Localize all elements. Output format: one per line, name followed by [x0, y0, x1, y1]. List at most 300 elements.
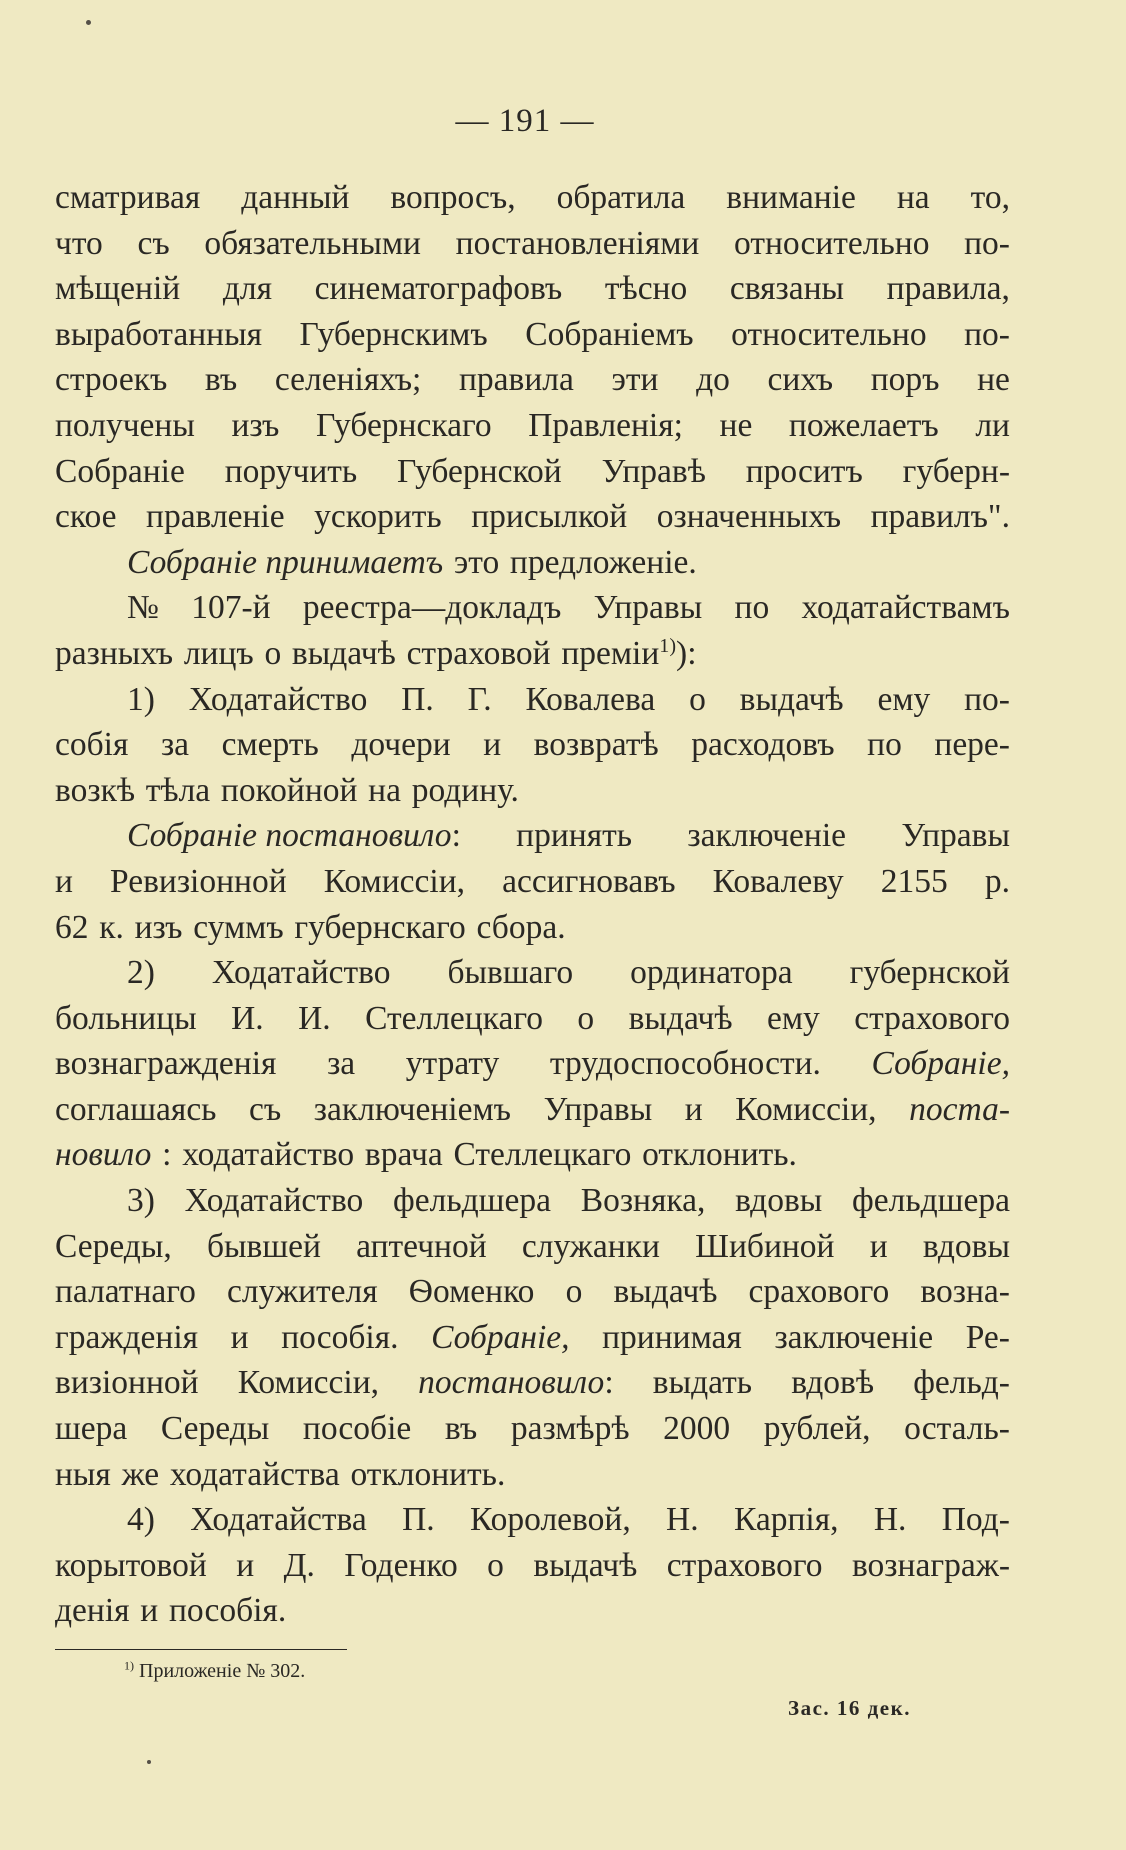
word	[55, 859, 73, 905]
word	[774, 1315, 933, 1361]
word-text: палатнаго	[55, 1273, 196, 1311]
word	[184, 631, 254, 677]
word-text: Возняка,	[580, 1182, 706, 1220]
word-text: служителя	[227, 1273, 378, 1311]
word-text: на	[896, 179, 930, 216]
word-text: о	[689, 680, 706, 718]
word	[685, 1087, 703, 1133]
word-text: корытовой	[55, 1546, 207, 1584]
word-text: вдовы	[735, 1182, 823, 1220]
word	[205, 357, 237, 403]
word	[867, 722, 902, 768]
word	[55, 1588, 130, 1634]
word	[303, 585, 561, 631]
word	[189, 677, 368, 723]
word-text: ходатайство	[182, 1136, 355, 1174]
word-text: возвратѣ	[533, 726, 659, 764]
word-text: покойной	[220, 771, 358, 809]
word-text: ординатора	[630, 954, 793, 992]
word	[630, 950, 793, 996]
word	[696, 357, 730, 403]
footnote-text: Приложеніе № 302.	[139, 1660, 306, 1682]
word-text: рублей,	[763, 1410, 871, 1448]
word-text: Годенко	[344, 1546, 458, 1584]
word	[55, 494, 116, 540]
word	[193, 905, 283, 951]
word	[316, 403, 492, 449]
word-text: гражденія	[55, 1318, 199, 1356]
word-text: аптечной	[356, 1227, 487, 1265]
word-text: П.	[401, 680, 434, 718]
word-text: 1)	[127, 680, 155, 718]
word-text: относительно	[731, 315, 927, 353]
word-text: заключеніе	[774, 1318, 934, 1356]
word-text: Стеллецкаго	[365, 999, 543, 1037]
word-text: П.	[402, 1501, 435, 1539]
word	[666, 1497, 699, 1543]
word-text: возна-	[920, 1273, 1010, 1311]
word-text: расходовъ	[691, 726, 835, 764]
word-text: о	[577, 999, 595, 1037]
word-text: на	[368, 771, 401, 809]
word-text: и	[483, 726, 502, 764]
word	[802, 585, 1010, 631]
word	[324, 859, 465, 905]
word	[468, 677, 492, 723]
word	[344, 1543, 457, 1589]
word-text: Ходатайства	[190, 1501, 367, 1539]
word	[127, 1178, 155, 1224]
word-text: врача	[364, 1136, 443, 1174]
word-text: сбора.	[476, 908, 566, 946]
word	[55, 1406, 127, 1452]
text-line	[55, 722, 1010, 768]
word	[445, 1406, 477, 1452]
word	[453, 1132, 631, 1178]
word-text: Ѳоменко	[408, 1273, 535, 1311]
word	[190, 1497, 367, 1543]
word	[611, 357, 658, 403]
word-text: по-	[964, 315, 1010, 353]
word	[695, 1224, 834, 1270]
word-text: осталь-	[904, 1410, 1010, 1448]
word	[487, 1543, 504, 1589]
word	[964, 677, 1010, 723]
word-text: синематографовъ	[314, 270, 563, 308]
word-text: о	[487, 1546, 504, 1584]
text-line	[55, 1224, 1010, 1270]
word-text: служанки	[521, 1227, 660, 1265]
word	[135, 905, 183, 951]
word-text: правила	[458, 361, 574, 399]
word	[222, 722, 319, 768]
word	[351, 1452, 506, 1498]
word	[735, 1087, 876, 1133]
word	[689, 677, 706, 723]
word	[985, 859, 1010, 905]
word-text: Середы,	[55, 1227, 172, 1265]
word-text: шера	[55, 1410, 128, 1448]
word-text: выдачѣ	[291, 634, 396, 672]
word-text: то,	[970, 179, 1010, 216]
word	[525, 677, 655, 723]
word	[207, 1224, 321, 1270]
word	[687, 813, 846, 859]
word-text: Н.	[873, 1501, 907, 1539]
word-text: вопросъ,	[390, 179, 516, 216]
word	[789, 403, 939, 449]
word-text: принимая	[602, 1318, 742, 1356]
text-line	[55, 1360, 1010, 1406]
word	[872, 1041, 1010, 1087]
word-text: по-	[964, 680, 1010, 718]
word	[55, 403, 195, 449]
word	[127, 1497, 155, 1543]
word-text: пожелаетъ	[788, 406, 939, 444]
word	[225, 449, 357, 495]
word	[146, 494, 285, 540]
word-text: Управы	[543, 1090, 653, 1128]
text-line	[55, 677, 1010, 723]
footnote-divider	[55, 1649, 347, 1650]
text-line	[55, 266, 1010, 312]
word	[533, 1543, 637, 1589]
word	[55, 357, 167, 403]
word-text: по-	[964, 224, 1010, 262]
word-text: ныя	[55, 1455, 111, 1493]
word-text: Стеллецкаго	[453, 1136, 632, 1174]
word-text: означенныхъ	[656, 498, 842, 536]
word	[577, 996, 594, 1042]
word-text: к.	[99, 908, 124, 946]
text-line	[55, 813, 1010, 859]
word	[314, 1087, 511, 1133]
word-text: 2)	[127, 954, 155, 992]
word-text: съ	[137, 224, 170, 262]
word-text: вдовѣ	[791, 1364, 875, 1402]
text-line	[55, 996, 1010, 1042]
word	[791, 1360, 874, 1406]
word	[55, 1224, 172, 1270]
word	[964, 312, 1010, 358]
word-text: фельдшера	[852, 1182, 1010, 1220]
word-text: возкѣ	[55, 771, 136, 809]
word	[137, 221, 169, 267]
word	[854, 996, 1010, 1042]
word-text: фельд-	[913, 1364, 1010, 1402]
word	[303, 1406, 411, 1452]
word	[315, 266, 563, 312]
word-text: тѣла	[145, 771, 211, 809]
text-line	[55, 1041, 1010, 1087]
word	[740, 677, 844, 723]
word-text: Ходатайство	[211, 954, 391, 992]
word-text: обратила	[556, 179, 686, 216]
word	[140, 1588, 158, 1634]
text-line	[55, 540, 1010, 586]
word	[397, 449, 562, 495]
word-text: о	[565, 1273, 583, 1311]
word	[511, 1406, 630, 1452]
word	[483, 722, 501, 768]
word-text: Ходатайство	[188, 680, 368, 718]
word-text: съ	[249, 1090, 282, 1128]
word	[909, 1087, 1010, 1133]
word	[691, 722, 834, 768]
word-text: данный	[241, 179, 350, 216]
word	[238, 1360, 379, 1406]
word	[393, 1178, 551, 1224]
word	[471, 494, 627, 540]
word-text: за	[160, 726, 190, 764]
word-text: 107-й	[191, 589, 271, 627]
word-text: визіонной	[55, 1364, 199, 1402]
word-text: утрату	[405, 1045, 500, 1083]
word-text: изъ	[231, 406, 280, 444]
word-text: постановленіями	[455, 224, 700, 262]
word	[365, 996, 543, 1042]
word-text: смерть	[221, 726, 319, 764]
word	[327, 1041, 355, 1087]
word	[55, 1360, 199, 1406]
footnote-marker: 1)	[124, 1658, 134, 1673]
word	[365, 1132, 443, 1178]
word-text: что	[55, 224, 103, 262]
word-text: обязательными	[204, 224, 421, 262]
word	[284, 1543, 315, 1589]
word	[881, 859, 948, 905]
word-text: и	[684, 1090, 703, 1128]
word-text: ходатайства	[169, 1455, 340, 1493]
text-line	[55, 1178, 1010, 1224]
word-text: вдовы	[922, 1227, 1010, 1265]
word-text: выдачѣ	[739, 680, 844, 718]
text-line	[55, 175, 1010, 221]
word-text: Середы	[160, 1410, 270, 1448]
word-text: правилъ".	[870, 498, 1010, 536]
word	[55, 1041, 276, 1087]
word	[122, 1452, 160, 1498]
word	[852, 1543, 1010, 1589]
text-line	[55, 859, 1010, 905]
word-text: проситъ	[745, 452, 863, 490]
word-text: о	[264, 634, 282, 672]
word	[977, 357, 1010, 403]
word	[407, 631, 551, 677]
word	[55, 631, 173, 677]
word	[281, 1315, 398, 1361]
word	[966, 1315, 1010, 1361]
text-line	[55, 221, 1010, 267]
word	[534, 722, 659, 768]
word	[920, 1269, 1010, 1315]
word	[897, 175, 930, 221]
word	[182, 1132, 354, 1178]
word	[406, 1041, 500, 1087]
word-text: денія	[55, 1592, 130, 1630]
text-line	[55, 357, 1010, 403]
word-text: 2000	[663, 1410, 731, 1448]
word	[356, 1224, 486, 1270]
word	[459, 357, 574, 403]
word	[418, 1360, 613, 1406]
italic-phrase: поста-	[909, 1090, 1010, 1128]
word	[735, 585, 770, 631]
word-text: правленіе	[146, 498, 285, 536]
italic-phrase: Собраніе,	[871, 1045, 1010, 1083]
word	[412, 768, 519, 814]
word	[613, 1269, 717, 1315]
italic-phrase: Собраніе постановило	[127, 817, 452, 855]
word	[746, 449, 863, 495]
text-line	[55, 312, 1010, 358]
footnote-reference: 1)	[659, 634, 677, 657]
word-text: 4)	[127, 1501, 155, 1539]
word	[275, 357, 421, 403]
word-text: принять	[516, 817, 633, 855]
word-text: родину.	[411, 771, 519, 809]
word	[516, 813, 632, 859]
word-text: Комиссіи,	[735, 1090, 877, 1128]
word	[204, 221, 421, 267]
word-text: сихъ	[767, 361, 834, 399]
word-text: И.	[231, 999, 264, 1037]
word-text: реестра—докладъ	[302, 589, 562, 627]
word-text: больницы	[55, 999, 197, 1037]
word-text: преміи	[561, 634, 660, 672]
paper-speck	[147, 1760, 151, 1764]
italic-phrase: новило	[55, 1136, 152, 1174]
paper-speck	[86, 20, 91, 25]
word-text: Под-	[941, 1501, 1010, 1539]
word	[726, 175, 856, 221]
word-text: страховой	[406, 634, 551, 672]
word	[110, 859, 287, 905]
word	[525, 312, 693, 358]
word-text: строекъ	[55, 361, 168, 399]
word	[561, 631, 696, 677]
word-text: Собраніе	[55, 452, 185, 490]
word-text: же	[121, 1455, 160, 1493]
word	[850, 950, 1010, 996]
word-text: заключеніе	[687, 817, 847, 855]
word	[544, 1087, 653, 1133]
word	[667, 1543, 823, 1589]
text-line	[55, 905, 1010, 951]
word	[971, 175, 1010, 221]
word	[55, 722, 128, 768]
word-text: ему	[877, 680, 931, 718]
word-text: ское	[55, 498, 117, 536]
word-text: вознаграж-	[851, 1546, 1010, 1584]
word-text: за	[327, 1045, 356, 1083]
word-text: р.	[984, 862, 1010, 900]
word	[212, 950, 391, 996]
word	[923, 1224, 1010, 1270]
word	[55, 1315, 198, 1361]
word	[223, 266, 272, 312]
text-line	[55, 403, 1010, 449]
word-text: предложеніе.	[509, 543, 697, 581]
word	[191, 585, 270, 631]
word	[581, 1178, 706, 1224]
page-number: — 191 —	[455, 103, 595, 139]
word	[127, 677, 155, 723]
word-text: получены	[55, 406, 195, 444]
italic-phrase: постановило	[418, 1364, 605, 1402]
word	[402, 1497, 435, 1543]
word	[767, 357, 833, 403]
word	[55, 1269, 196, 1315]
word-text: поръ	[870, 361, 940, 399]
word-text: и	[869, 1227, 888, 1265]
word	[127, 813, 461, 859]
text-line	[55, 1406, 1010, 1452]
word-text: №	[127, 589, 159, 627]
word-text: мѣщеній	[55, 270, 181, 308]
word	[653, 1360, 752, 1406]
word	[510, 540, 697, 586]
word: :	[604, 1364, 614, 1402]
word-text: и	[55, 862, 73, 900]
word	[55, 449, 185, 495]
word	[767, 996, 820, 1042]
word-text: Г.	[467, 680, 492, 718]
word	[127, 585, 159, 631]
word-text: относительно	[734, 224, 930, 262]
word	[522, 1224, 660, 1270]
italic-phrase: Собраніе,	[431, 1318, 570, 1356]
word-text: выдачѣ	[613, 1273, 718, 1311]
text-line	[55, 1588, 1010, 1634]
word	[447, 950, 573, 996]
word-text: ему	[766, 999, 820, 1037]
word-text: и	[236, 1546, 255, 1584]
word-text: сматривая	[55, 179, 201, 216]
word	[351, 722, 450, 768]
word	[55, 221, 103, 267]
word	[409, 1269, 535, 1315]
word	[249, 1087, 281, 1133]
word	[300, 312, 488, 358]
italic-phrase: Собраніе принимаетъ	[127, 543, 444, 581]
word	[657, 494, 841, 540]
word-text: Губернскаго	[315, 406, 492, 444]
word	[557, 175, 686, 221]
word-text: для	[222, 270, 272, 308]
text-line	[55, 585, 1010, 631]
word	[470, 1497, 631, 1543]
word-text: страхового	[854, 999, 1010, 1037]
word	[161, 722, 189, 768]
word	[874, 1497, 907, 1543]
word	[55, 175, 200, 221]
word-text: выдачѣ	[533, 1546, 638, 1584]
text-line	[55, 1497, 1010, 1543]
word	[731, 312, 926, 358]
word	[602, 449, 706, 495]
word	[528, 403, 683, 449]
word-text: трудоспособности.	[549, 1045, 821, 1083]
word-text: губерн-	[902, 452, 1010, 490]
word: :	[162, 1136, 172, 1174]
text-line	[55, 631, 1010, 677]
word	[629, 996, 733, 1042]
word-text: разныхъ	[55, 634, 174, 672]
word-text: ли	[975, 406, 1010, 444]
word-text: Губернскимъ	[299, 315, 488, 353]
word-text: это	[453, 543, 500, 581]
